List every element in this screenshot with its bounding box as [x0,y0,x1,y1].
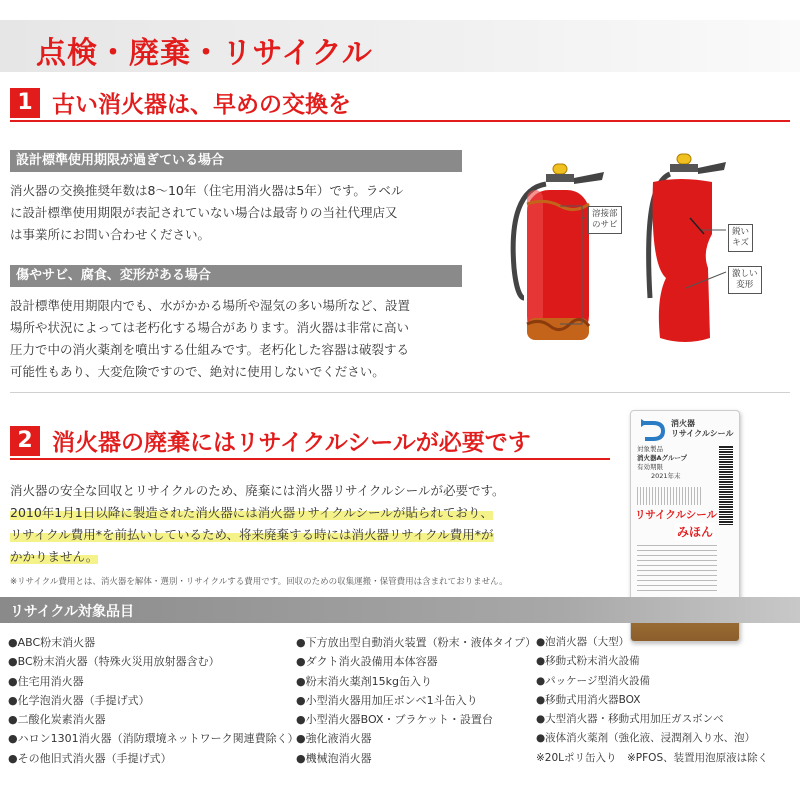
highlight-line: 2010年1月1日以降に製造された消火器には消火器リサイクルシールが貼られており、 [10,505,493,520]
sub1-heading: 設計標準使用期限が過ぎている場合 [10,150,462,172]
list-item: ●移動式用消火器BOX [536,693,641,706]
items-column-3 [536,633,768,768]
list-item: ●小型消火器BOX・ブラケット・設置台 [296,713,493,727]
sub2-line: 設計標準使用期限内でも、水がかかる場所や湿気の多い場所など、設置 [10,298,411,313]
sub1-line: 消火器の交換推奨年数は8～10年（住宅用消火器は5年）です。ラベル [10,183,404,198]
sub1-paragraph [10,180,403,246]
scratch-callout: 鋭い キズ [728,224,753,252]
items-heading-bar [0,597,800,623]
list-item: ●パッケージ型消火設備 [536,674,650,687]
seal-header-line1: 消火器 [671,419,695,428]
list-item: ●泡消火器（大型） [536,636,630,648]
list-item: ●大型消火器・移動式用加圧ガスボンベ [536,713,724,726]
seal-issue-label: 有効期限 [637,463,663,471]
section2-paragraph [10,480,504,568]
seal-fine-print [637,487,701,505]
rust-callout: 溶接部 のサビ [588,206,622,234]
highlight-line: かかりません。 [10,549,99,564]
section1-title: 古い消火器は、早めの交換を [52,92,351,118]
section2-title: 消火器の廃棄にはリサイクルシールが必要です [52,430,531,456]
recycle-logo-icon [637,417,669,443]
seal-header-line2: リサイクルシール [671,429,734,438]
section2-line: 消火器の安全な回収とリサイクルのため、廃棄には消火器リサイクルシールが必要です。 [10,483,505,498]
list-item: ●粉末消火薬剤15kg缶入り [296,674,432,688]
highlight-line: リサイクル費用*を前払いしているため、将来廃棄する時には消火器リサイクル費用*が [10,527,494,542]
items-column-1 [8,633,299,768]
deform-callout: 激しい 変形 [728,266,762,294]
list-item: ●小型消火器用加圧ボンベ1斗缶入り [296,693,478,707]
page-title: 点検・廃棄・リサイクル [36,36,373,71]
section2-underline [10,458,610,460]
section1-header [0,86,800,122]
sub1-line: は事業所にお問い合わせください。 [10,227,211,242]
damaged-extinguisher-icon [649,154,726,342]
seal-sample-label: みほん [677,525,714,539]
rusted-extinguisher-icon [513,164,604,340]
sub2-line: 圧力で中の消火薬剤を噴出する仕組みです。老朽化した容器は破裂する [10,342,410,357]
section2-number: 2 [10,426,40,456]
extinguisher-illustrations [490,148,790,358]
list-item: ●BC粉末消火器（特殊火災用放射器含む） [8,655,220,669]
list-item: ●化学泡消火器（手提げ式） [8,693,150,707]
list-item: ●液体消火薬剤（強化液、浸潤剤入り水、泡） [536,732,756,745]
list-item: ●強化液消火器 [296,732,372,746]
list-item: ●ABC粉末消火器 [8,636,96,649]
list-item: ●その他旧式消火器（手提げ式） [8,751,172,765]
seal-maker: 消火器Aグループ [637,454,688,462]
section1-number: 1 [10,88,40,118]
items-heading: リサイクル対象品目 [10,604,135,620]
sub2-line: 可能性もあり、大変危険ですので、絶対に使用しないでください。 [10,364,385,379]
list-item: ●ダクト消火設備用本体容器 [296,655,438,669]
section1-underline [10,120,790,122]
cost-note: ※リサイクル費用とは、消火器を解体・選別・リサイクルする費用です。回収のための収集運搬・保管費用は含まれておりません。 [10,577,508,587]
list-item: ●機械泡消火器 [296,751,372,765]
sub2-heading: 傷やサビ、腐食、変形がある場合 [10,265,462,287]
sub2-line: 場所や状況によっては老朽化する場合があります。消火器は非常に高い [10,320,410,335]
items-column-2 [296,633,536,768]
list-item: ●移動式粉末消火設備 [536,655,640,668]
title-bar [0,20,800,72]
list-item: ●下方放出型自動消火装置（粉末・液体タイプ） [296,636,537,649]
sub1-line: に設計標準使用期限が表記されていない場合は最寄りの当社代理店又 [10,205,398,220]
section-divider [10,392,790,393]
seal-year: 2021年末 [651,472,681,480]
list-item: ●住宅用消火器 [8,674,84,688]
seal-subject-label: 対象製品 [637,445,663,453]
list-item: ※20Lポリ缶入り ※PFOS、装置用泡原液は除く [536,751,769,764]
list-item: ●二酸化炭素消火器 [8,713,106,727]
barcode-icon [719,445,733,525]
seal-main-label: リサイクルシール [635,509,718,521]
sub2-paragraph [10,295,410,383]
list-item: ●ハロン1301消火器（消防環境ネットワーク関連費除く） [8,732,299,746]
seal-fine-print-lower [637,543,717,591]
